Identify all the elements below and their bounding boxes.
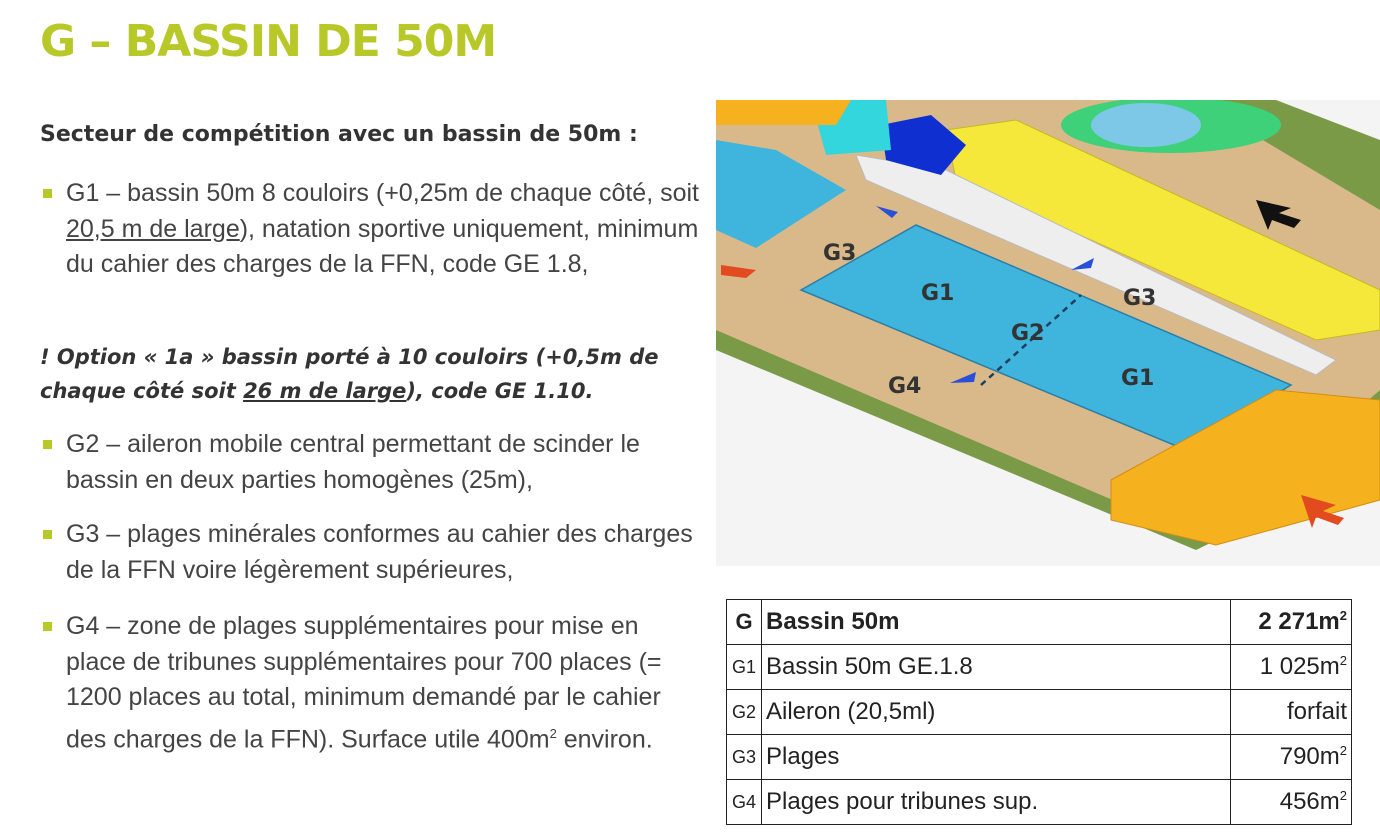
table-cell-value: 1 $025m^2$ <box>1231 645 1352 690</box>
list-item-g2: G2 – aileron mobile central permettant de scinder le bassin en deux parties homogènes (25m), <box>40 427 700 498</box>
bullet-icon <box>43 530 52 539</box>
table-row <box>727 780 1352 825</box>
label-g4: G4 <box>888 374 922 399</box>
label-g1: G1 <box>1121 366 1155 391</box>
table-cell-value: 2 $271m^2$ <box>1231 600 1352 645</box>
pool-3d-diagram <box>716 100 1380 566</box>
table-cell-value: forfait <box>1231 690 1352 735</box>
table-cell-value: $456m^2$ <box>1231 780 1352 825</box>
table-cell-code: G <box>727 600 762 645</box>
list-item-g3: G3 – plages minérales conformes au cahier des charges de la FFN voire légèrement supérieures, <box>40 517 700 588</box>
label-g3: G3 <box>1123 286 1157 311</box>
option-note: ! Option « 1a » bassin porté à 10 couloirs (+0,5m de chaque côté soit 26 m de large), code GE 1.10. <box>40 345 659 403</box>
table-cell-label: Bassin 50m GE.1.8 <box>762 645 1231 690</box>
label-g2: G2 <box>1011 321 1045 346</box>
table-cell-code: G4 <box>727 780 762 825</box>
table-cell-label: Plages <box>762 735 1231 780</box>
table-row <box>727 690 1352 735</box>
area-table <box>726 599 1352 825</box>
table-cell-code: G1 <box>727 645 762 690</box>
table-cell-code: G2 <box>727 690 762 735</box>
orange-block-top <box>716 100 851 125</box>
label-g3: G3 <box>823 241 857 266</box>
table-cell-label: Plages pour tribunes sup. <box>762 780 1231 825</box>
table-header-row <box>727 600 1352 645</box>
table-row <box>727 645 1352 690</box>
list-item-g1: G1 – bassin 50m 8 couloirs (+0,25m de chaque côté, soit 20,5 m de large), natation sportive uniquement, minimum du cahier des charges de la FFN, code GE 1.8, <box>40 176 700 283</box>
bullet-icon <box>43 440 52 449</box>
bullet-icon <box>43 189 52 198</box>
table-cell-label: Bassin 50m <box>762 600 1231 645</box>
section-intro: Secteur de compétition avec un bassin de 50m : <box>40 122 638 147</box>
table-cell-value: $790m^2$ <box>1231 735 1352 780</box>
bullet-icon <box>43 622 52 631</box>
page-title: G – BASSIN DE 50M <box>40 16 497 67</box>
label-g1: G1 <box>921 281 955 306</box>
list-item-g4: G4 – zone de plages supplémentaires pour mise en place de tribunes supplémentaires pour 700 places (= 1200 places au total, minimum demandé par le cahier des charges de la FFN). Surface utile $400m^2$ environ. <box>40 609 700 757</box>
table-cell-label: Aileron (20,5ml) <box>762 690 1231 735</box>
table-cell-code: G3 <box>727 735 762 780</box>
table-row <box>727 735 1352 780</box>
